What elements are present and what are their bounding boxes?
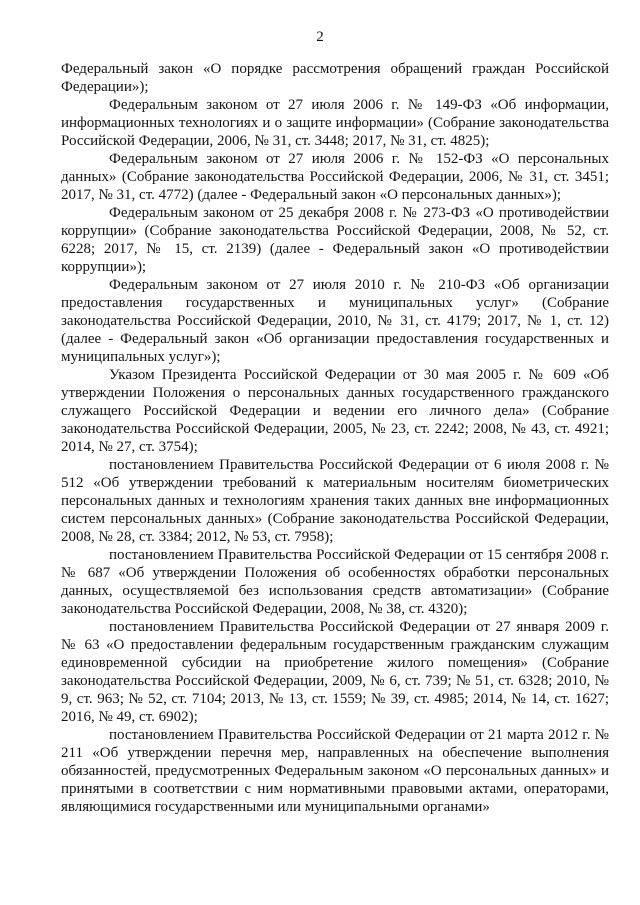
paragraph-law-152-fz: Федеральным законом от 27 июля 2006 г. № 152-ФЗ «О персональных данных» (Собрание законодательства Российской Федерации, 2006, № 31, ст. 3451; 2017, № 31, ст. 4772) (далее - Федеральный закон «О персональных данных»); [61, 151, 609, 203]
paragraph-federal-law-appeals: Федеральный закон «О порядке рассмотрения обращений граждан Российской Федерации»); [61, 61, 609, 95]
paragraph-law-210-fz: Федеральным законом от 27 июля 2010 г. № 210-ФЗ «Об организации предоставления государственных и муниципальных услуг» (Собрание законодательства Российской Федерации, 2010, № 31, ст. 4179; 2017, № 1, ст. 12) (далее - Федеральный закон «Об организации предоставления государственных и муниципальных услуг»); [61, 277, 609, 365]
paragraph-law-273-fz: Федеральным законом от 25 декабря 2008 г. № 273-ФЗ «О противодействии коррупции» (Собрание законодательства Российской Федерации, 2008, № 52, ст. 6228; 2017, № 15, ст. 2139) (далее - Федеральный закон «О противодействии коррупции»); [61, 205, 609, 275]
paragraph-resolution-687: постановлением Правительства Российской Федерации от 15 сентября 2008 г. № 687 «Об утверждении Положения об особенностях обработки персональных данных, осуществляемой без использования средств автоматизации» (Собрание законодательства Российской Федерации, 2008, № 38, ст. 4320); [61, 547, 609, 617]
paragraph-resolution-512: постановлением Правительства Российской Федерации от 6 июля 2008 г. № 512 «Об утверждении требований к материальным носителям биометрических персональных данных и технологиям хранения таких данных вне информационных систем персональных данных» (Собрание законодательства Российской Федерации, 2008, № 28, ст. 3384; 2012, № 53, ст. 7958); [61, 457, 609, 545]
paragraph-decree-609: Указом Президента Российской Федерации от 30 мая 2005 г. № 609 «Об утверждении Положения о персональных данных государственного гражданского служащего Российской Федерации и ведении его личного дела» (Собрание законодательства Российской Федерации, 2005, № 23, ст. 2242; 2008, № 43, ст. 4921; 2014, № 27, ст. 3754); [61, 367, 609, 455]
document-body [61, 60, 609, 816]
paragraph-law-149-fz: Федеральным законом от 27 июля 2006 г. № 149-ФЗ «Об информации, информационных технологиях и о защите информации» (Собрание законодательства Российской Федерации, 2006, № 31, ст. 3448; 2017, № 31, ст. 4825); [61, 97, 609, 149]
paragraph-resolution-63: постановлением Правительства Российской Федерации от 27 января 2009 г. № 63 «О предоставлении федеральным государственным гражданским служащим единовременной субсидии на приобретение жилого помещения» (Собрание законодательства Российской Федерации, 2009, № 6, ст. 739; № 51, ст. 6328; 2010, № 9, ст. 963; № 52, ст. 7104; 2013, № 13, ст. 1559; № 39, ст. 4985; 2014, № 14, ст. 1627; 2016, № 49, ст. 6902); [61, 619, 609, 725]
paragraph-resolution-211: постановлением Правительства Российской Федерации от 21 марта 2012 г. № 211 «Об утверждении перечня мер, направленных на обеспечение выполнения обязанностей, предусмотренных Федеральным законом «О персональных данных» и принятыми в соответствии с ним нормативными правовыми актами, операторами, являющимися государственными или муниципальными органами» [61, 727, 609, 815]
page-number: 2 [316, 29, 324, 45]
